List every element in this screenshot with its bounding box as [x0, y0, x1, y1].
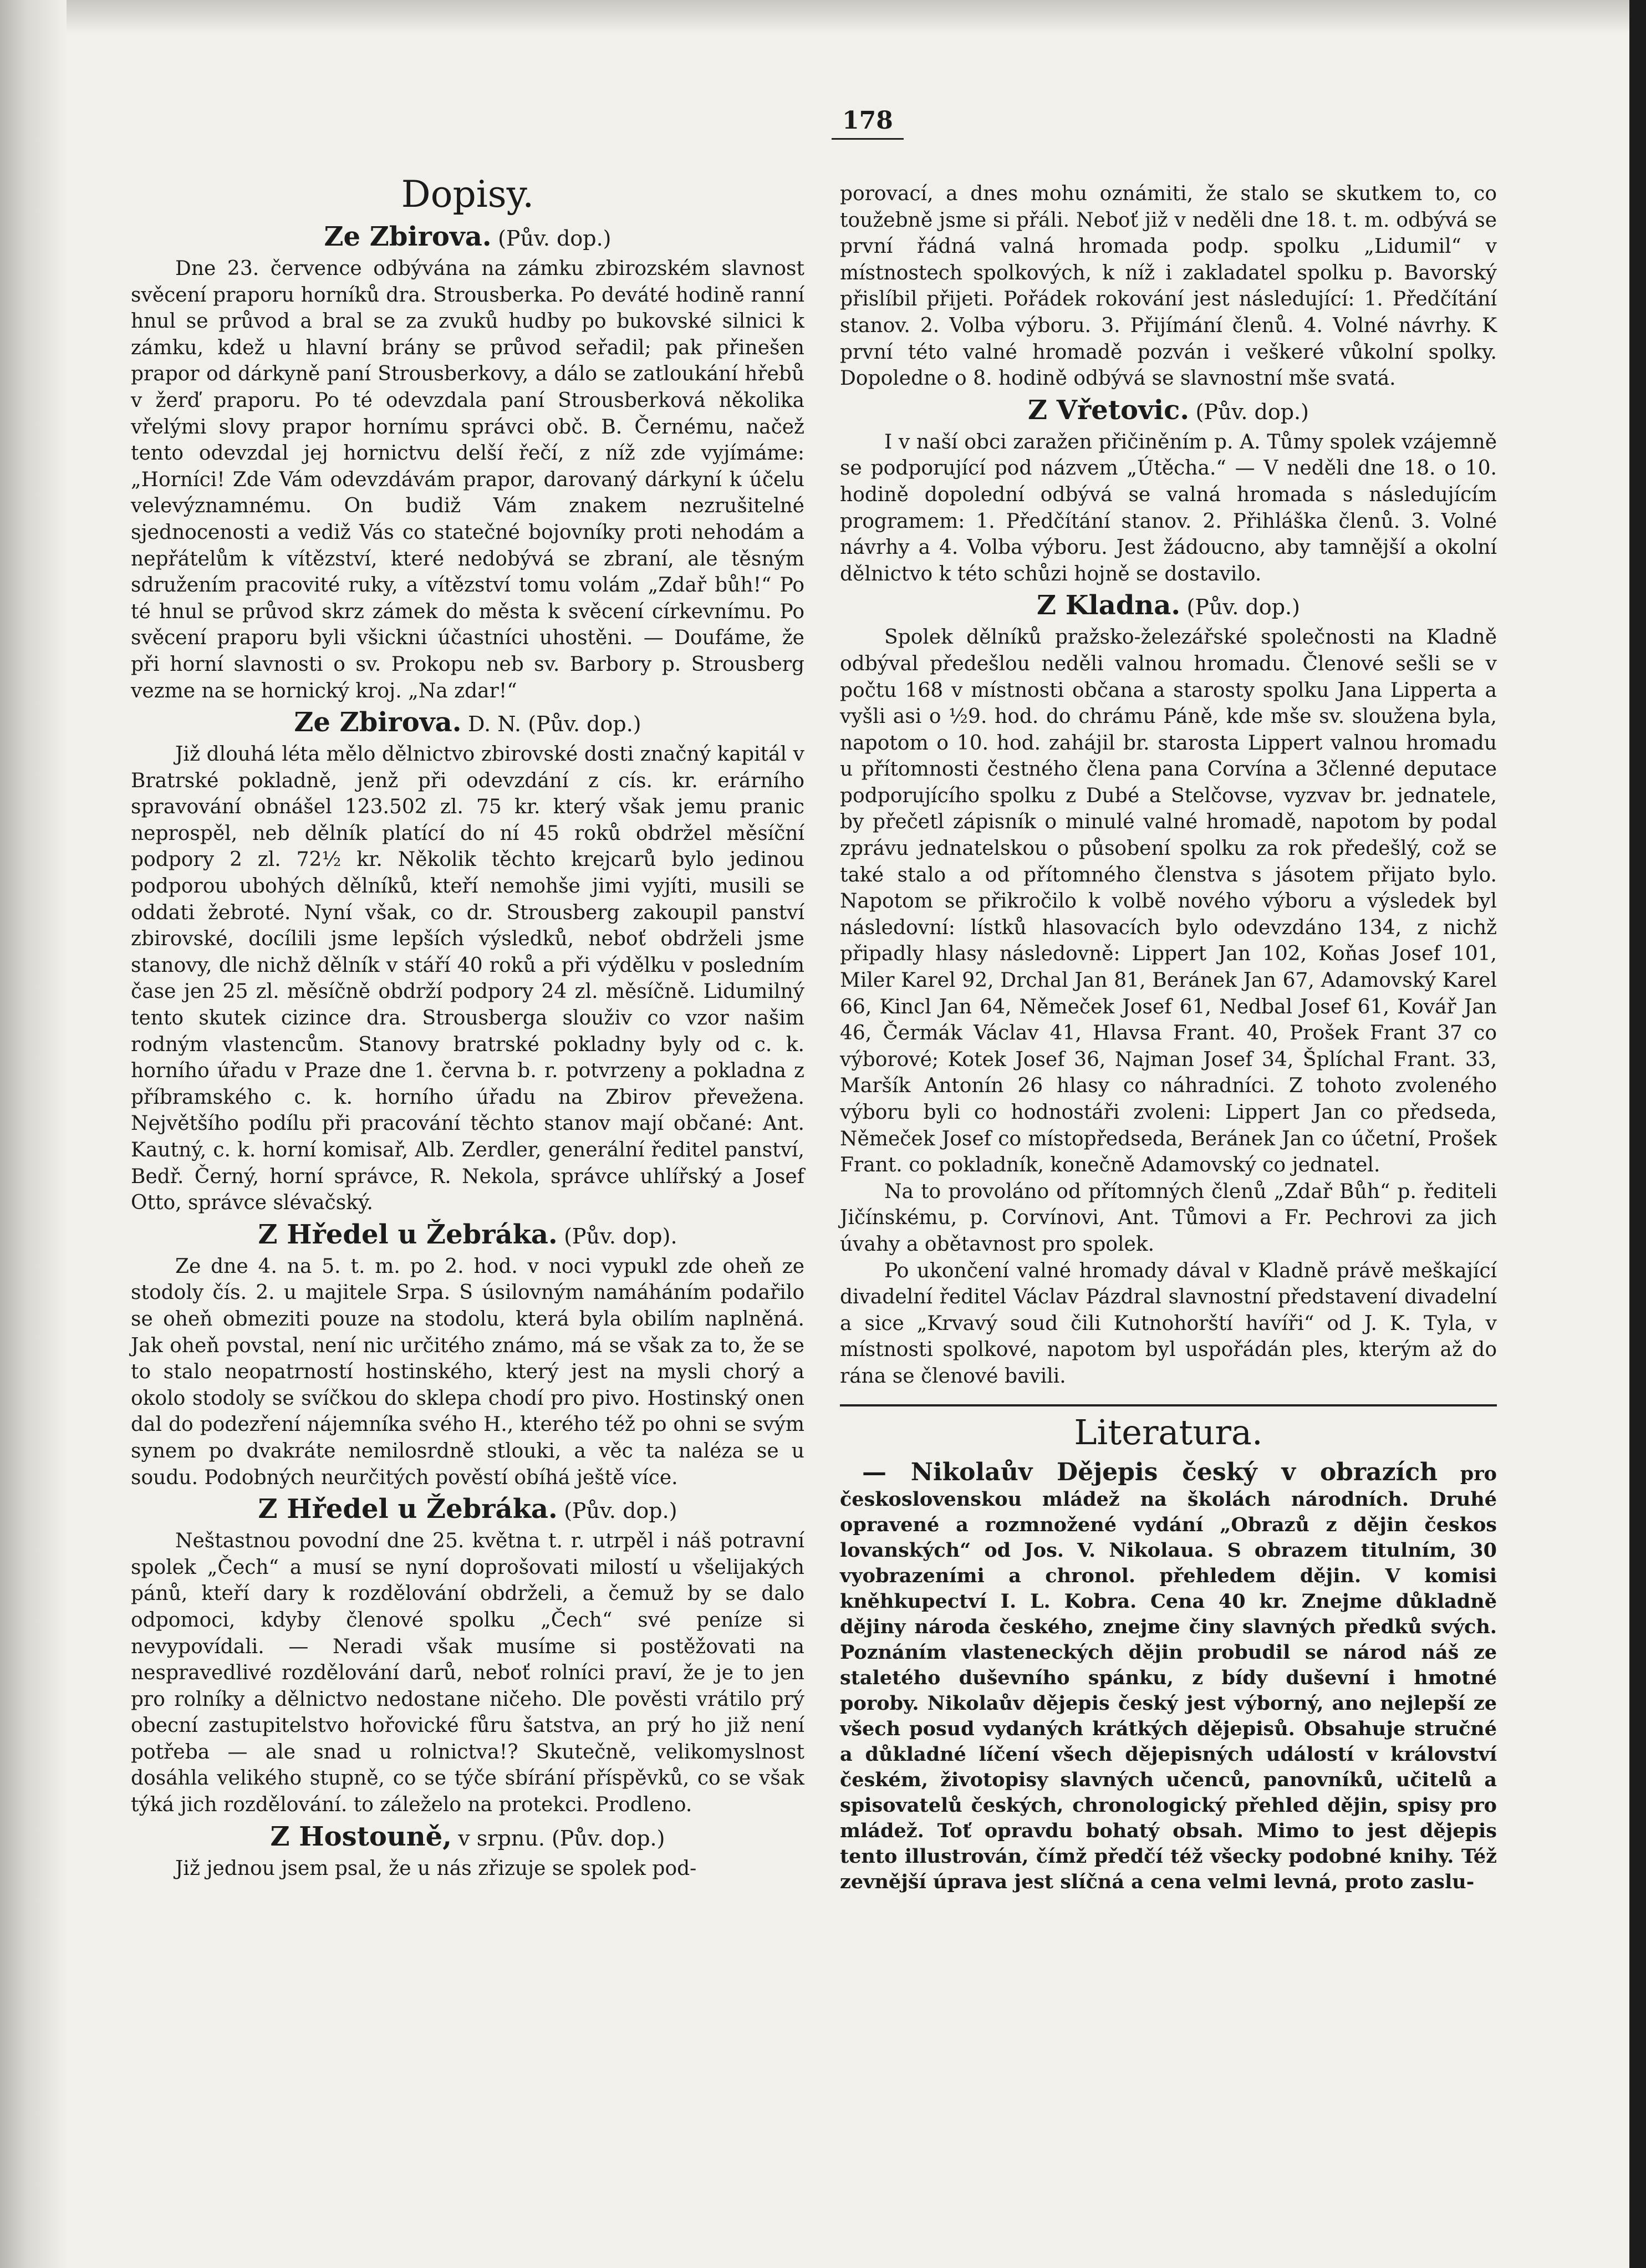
article-text: Neštastnou povodní dne 25. května t. r. utrpěl i náš potravní spolek „Čech“ a musí se nyní doprošovati milostí u všelijakých pánů, kteří dary k rozdělování obdrželi, a čemuž by se dalo odpomoci, kdyby členové spolku „Čech“ své peníze si nevypovídali. — Neradi však musíme si postěžovati na nespravedlivé rozdělování darů, neboť rolníci praví, že je to jen pro rolníky a dělnictvo nedostane ničeho. Dle pověsti vrátilo prý obecní zastupitelstvo hořovické fůru šatstva, an prý ho již není potřeba — ale snad u rolnictva!? Skutečně, velikomyslnost dosáhla velikého stupně, co se týče sbírání příspěvků, co se však týká jich rozdělování. to záleželo na protekci. Prodleno.: [131, 1530, 804, 1817]
left-column: [131, 166, 804, 1882]
article-text: I v naší obci zaražen přičiněním p. A. Tůmy spolek vzájemně se podporující pod názvem „Útěcha.“ — V neděli dne 18. o 10. hodině dopolední odbývá se valná hromada s následujícím programem: 1. Předčítání stanov. 2. Přihláška členů. 3. Volné návrhy a 4. Volba výboru. Jest žádoucno, aby tamnější a okolní dělnictvo k této schůzi hojně se dostavilo.: [840, 430, 1497, 585]
article-note: (Pův. dop).: [564, 1224, 677, 1248]
article-note: D. N. (Pův. dop.): [467, 712, 641, 737]
article-note: v srpnu. (Pův. dop.): [458, 1826, 665, 1851]
article-heading: [131, 1220, 804, 1252]
article-place: Ze Zbirova.: [324, 221, 492, 252]
article-place: Z Kladna.: [1037, 590, 1181, 621]
literatura-text: pro československou mládež na školách národních. Druhé opravené a rozmnožené vydání „Obrazů z dějin českos lovanských“ od Jos. V. Nikolaua. S obrazem titulním, 30 vyobrazeními a chronol. přehledem dějin. V komisi kněhkupectví I. L. Kobra. Cena 40 kr. Znejme důkladně dějiny národa českého, znejme činy slavných předků svých. Poznáním vlasteneckých dějin probudil se národ náš ze staletého duševního spánku, z bídy duševní i hmotné poroby. Nikolaův dějepis český jest výborný, ano nejlepší ze všech posud vydaných krátkých dějepisů. Obsahuje stručné a důkladné líčení všech dějepisných událostí v království českém, životopisy slavných učenců, panovníků, učitelů a spisovatelů českých, chronologický přehled dějin, spisy pro mládež. Toť opravdu bohatý obsah. Mimo to jest dějepis tento illustrován, čímž předčí též všecky podobné knihy. Též zevnější úprava jest slíčná a cena velmi levná, proto zaslu-: [840, 1462, 1497, 1893]
article-text: Již jednou jsem psal, že u nás zřizuje se spolek pod-: [175, 1857, 697, 1880]
right-column: [840, 181, 1497, 1895]
article-text: Dne 23. července odbývána na zámku zbirozském slavnost svěcení praporu horníků dra. Strousberka. Po deváté hodině ranní hnul se průvod a bral se za zvuků hudby po bukovské silnici k zámku, kdež u hlavní brány se průvod seřadil; pak přinešen prapor od dárkyně paní Strousberkovy, a dálo se zatloukání hřebů v žerď praporu. Po té odevzdala paní Strousberková několika vřelými slovy prapor hornímu správci obč. B. Černému, načež tento odevzdal jej hornictvu delší řečí, z níž zde vyjímáme: „Horníci! Zde Vám odevzdávám prapor, darovaný dárkyní k účelu velevýznamnému. On budiž Vám znakem nezrušitelné sjednocenosti a vediž Vás co statečné bojovníky proti nehodám a nepřátelům k vítězství, které nedobývá se zbraní, ale těsným sdružením pracovité ruky, a vítězství tomu volám „Zdař bůh!“ Po té hnul se průvod skrz zámek do města k svěcení církevnímu. Po svěcení praporu byli všickni účastníci uhostěni. — Doufáme, že při horní slavnosti o sv. Prokopu neb sv. Barbory p. Strousberg vezme na se hornický kroj. „Na zdar!“: [131, 257, 804, 702]
article-place: Z Hředel u Žebráka.: [258, 1494, 558, 1525]
article-heading: [840, 395, 1497, 428]
article-heading: [840, 590, 1497, 623]
article-note: (Pův. dop.): [1186, 595, 1300, 620]
section-divider: [840, 1404, 1497, 1406]
scan-edge-top: [0, 0, 1646, 33]
article-place: Z Vřetovic.: [1028, 394, 1190, 426]
article-place: Z Hředel u Žebráka.: [258, 1219, 558, 1250]
scan-edge-left: [0, 0, 67, 2268]
continued-text: porovací, a dnes mohu oznámiti, že stalo se skutkem to, co toužebně jsme si přáli. Neboť již v neděli dne 18. t. m. odbývá se první řádná valná hromada podp. spolku „Lidumil“ v místnostech spolkových, k níž i zakladatel spolku p. Bavorský přislíbil přijeti. Pořádek rokování jest následující: 1. Předčítání stanov. 2. Volba výboru. 3. Přijímání členů. 4. Volné návrhy. K první této valné hromadě pozván i veškeré vůkolní spolky. Dopoledne o 8. hodině odbývá se slavnostní mše svatá.: [840, 182, 1497, 390]
article-heading: [131, 222, 804, 254]
article-paragraph: Po ukončení valné hromady dával v Kladně právě meškající divadelní ředitel Václav Pázdral slavnostní představení divadelní a sice „Krvavý soud čili Kutnohorští havíři“ od J. K. Tyla, v místnosti spolkové, napotom byl uspořádán ples, kterým až do rána se členové bavili.: [840, 1259, 1497, 1388]
article-heading: [131, 1822, 804, 1854]
article-place: Ze Zbirova.: [294, 707, 462, 738]
article-text: Již dlouhá léta mělo dělnictvo zbirovské dosti značný kapitál v Bratrské pokladně, jenž při odevzdání z cís. kr. erárního spravování obnášel 123.502 zl. 75 kr. který však jemu pranic neprospěl, neb dělník platící do ní 45 roků obdržel měsíční podpory 2 zl. 72½ kr. Několik těchto krejcarů bylo jedinou podporou ubohých dělníků, kteří nemohše jimi vyjíti, musili se oddati žebroté. Nyní však, co dr. Strousberg zakoupil panství zbirovské, docílili jsme lepších výsledků, neboť obdrželi jsme stanovy, dle nichž dělník v stáří 40 roků a při výdělku v posledním čase jen 25 zl. měsíčně obdrží podpory 24 zl. měsíčně. Lidumilný tento skutek cizince dra. Strousberga slouživ co vzor našim rodným vlastencům. Stanovy bratrské pokladny byly od c. k. horního úřadu v Praze dne 1. června b. r. potvrzeny a pokladna z příbramského c. k. horního úřadu na Zbirov převežena. Největšího podílu při pracování těchto stanov mají občané: Ant. Kautný, c. k. horní komisař, Alb. Zerdler, generální ředitel panství, Bedř. Černý, horní správce, R. Nekola, správce uhlířský a Josef Otto, správce slévačský.: [131, 743, 804, 1215]
article-place: Z Hostouně,: [270, 1821, 452, 1852]
article-heading: [131, 707, 804, 740]
article-heading: [131, 1494, 804, 1527]
scan-edge-right: [1629, 0, 1646, 2268]
section-title-literatura: Literatura.: [1074, 1411, 1263, 1452]
literatura-review: [840, 1457, 1497, 1895]
article-text: Ze dne 4. na 5. t. m. po 2. hod. v noci vypukl zde oheň ze stodoly čís. 2. u majitele Srpa. S úsilovným namáháním podařilo se oheň obmeziti pouze na stodolu, která byla obilím naplněná. Jak oheň povstal, není nic určitého známo, má se však za to, že se to stalo neopatrností hostinského, který jest na mysli chorý a okolo stodoly se svíčkou do sklepa chodí pro pivo. Hostinský onen dal do podezření nájemníka svého H., kterého též po ohni se svým synem po dvakráte nemilosrdně stlouki, a věc ta naléza se u soudu. Podobných neurčitých pověstí obíhá ještě více.: [131, 1255, 804, 1489]
article-paragraph: Spolek dělníků pražsko-železářské společnosti na Kladně odbýval předešlou neděli valnou hromadu. Členové sešli se v počtu 168 v místnosti občana a starosty spolku Jana Lipperta a vyšli asi o ½9. hod. do chrámu Páně, kde mše sv. sloužena byla, napotom o 10. hod. zahájil br. starosta Lippert valnou hromadu u přítomnosti čestného člena pana Corvína a 3členné deputace podporujícího spolku z Dubé a Stelčovse, vyzvav br. jednatele, by přečetl zápisník o minulé valné hromadě, napotom by podal zprávu jednatelskou o působení spolku za rok předešlý, což se také stalo a od přítomného členstva s jásotem přijato bylo. Napotom se přikročilo k volbě nového výboru a výsledek byl následovní: lístků hlasovacích bylo odevzdáno 134, z nichž připadly hlasy následovně: Lippert Jan 102, Koňas Josef 101, Miler Karel 92, Drchal Jan 81, Beránek Jan 67, Adamovský Karel 66, Kincl Jan 64, Němeček Josef 61, Nedbal Josef 61, Kovář Jan 46, Čermák Václav 41, Hlavsa Frant. 40, Prošek Frant 37 co výborové; Kotek Josef 36, Najman Josef 34, Šplíchal Frant. 33, Maršík Antonín 26 hlasy co náhradníci. Z tohoto zvoleného výboru byli co hodnostáři zvoleni: Lippert Jan co předseda, Němeček Josef co místopředseda, Beránek Jan co účetní, Prošek Frant. co pokladník, konečně Adamovský co jednatel.: [840, 626, 1497, 1177]
article-note: (Pův. dop.): [498, 226, 611, 251]
article-paragraph: Na to provoláno od přítomných členů „Zdař Bůh“ p. řediteli Jičínskému, p. Corvínovi, Ant. Tůmovi a Fr. Pechrovi za jich úvahy a obětavnost pro spolek.: [840, 1180, 1497, 1256]
article-note: (Pův. dop.): [564, 1499, 677, 1523]
section-title-dopisy: Dopisy.: [401, 173, 534, 216]
literatura-lead: — Nikolaův Dějepis český v obrazích: [862, 1457, 1438, 1486]
article-note: (Pův. dop.): [1195, 399, 1309, 424]
page-number: 178: [832, 106, 904, 140]
